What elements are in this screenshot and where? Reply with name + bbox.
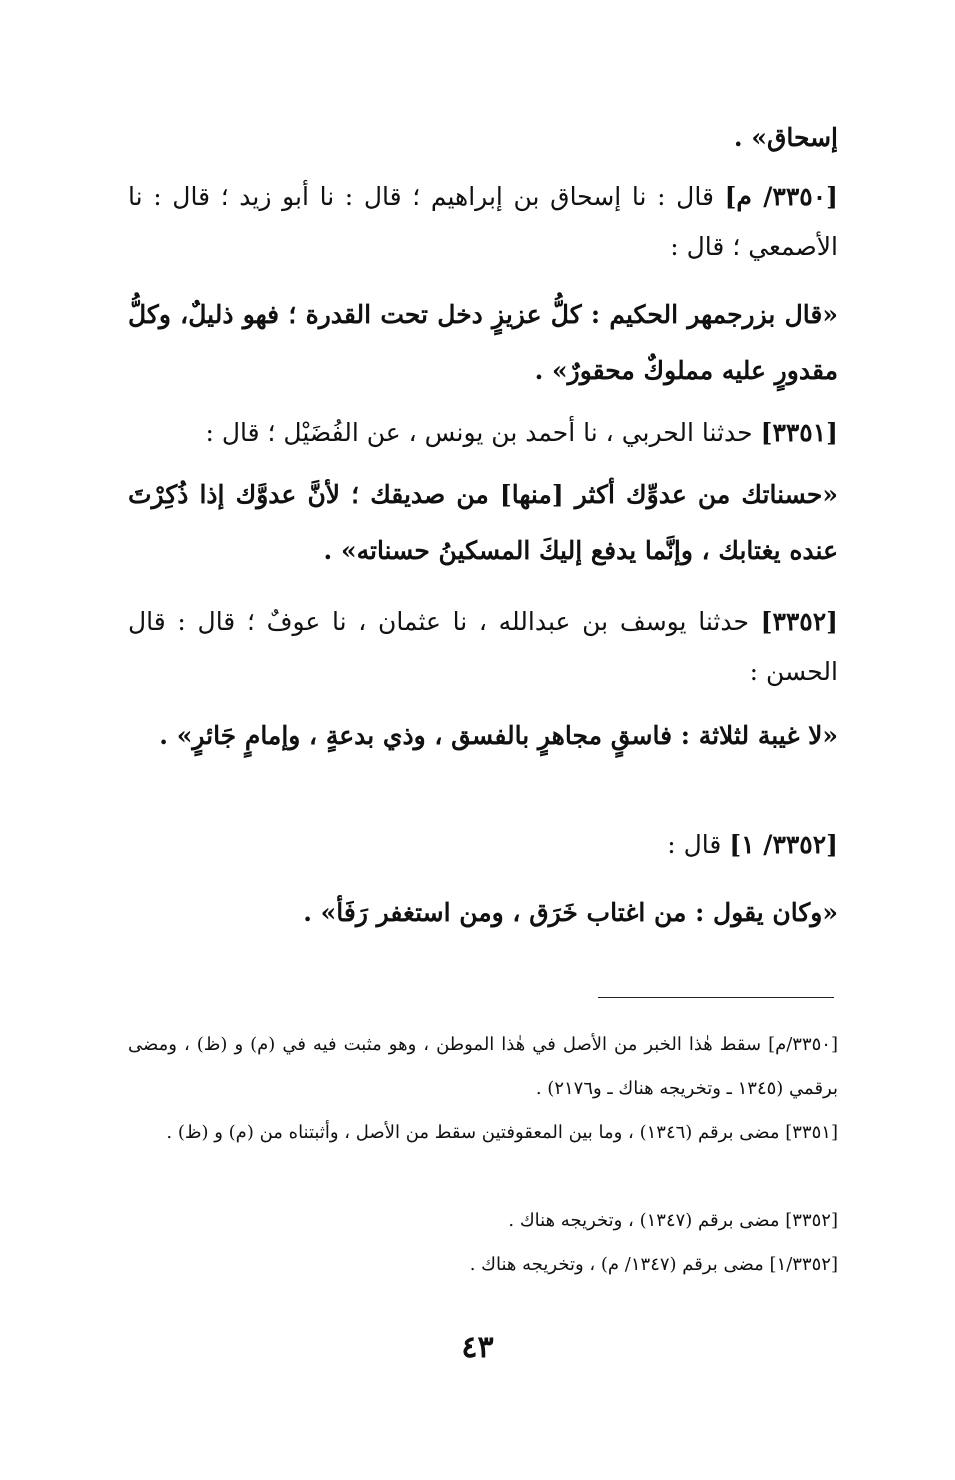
entry-3351-isnad	[128, 408, 888, 458]
entry-3352-isnad	[128, 597, 888, 697]
entry-3352-1-matn: «وكان يقول : من اغتاب خَرَق ، ومن استغفر رَفَأ» .	[303, 898, 838, 927]
footnote-ref: [٣٣٥٢]	[785, 1210, 838, 1231]
entry-3352-matn: «لا غيبة لثلاثة : فاسقٍ مجاهرٍ بالفسق ، وذي بدعةٍ ، وإمامٍ جَائرٍ» .	[159, 721, 838, 750]
entry-3352-1-isnad	[128, 820, 888, 870]
entry-3350m-isnad	[128, 172, 888, 272]
entry-ref: [٣٣٥٢]	[760, 607, 838, 636]
footnote-3352	[128, 1199, 886, 1243]
entry-isnad-text: حدثنا يوسف بن عبدالله ، نا عثمان ، نا عوفٌ ؛ قال : قال الحسن :	[128, 607, 838, 686]
footnote-divider	[598, 997, 834, 998]
footnote-text: سقط هٰذا الخبر من الأصل في هٰذا الموطن ، وهو مثبت فيه في (م) و (ظ) ، ومضى برقمي (١٣٤٥ ـ وتخريجه هناك ـ و٢١٧٦) .	[128, 1034, 838, 1099]
footnote-3351	[128, 1111, 886, 1155]
footnote-text: مضى برقم (١٣٤٧) ، وتخريجه هناك .	[508, 1210, 780, 1231]
footnote-ref: [١/٣٣٥٢]	[769, 1254, 838, 1275]
entry-ref: [٣٣٥١]	[760, 418, 838, 447]
footnote-3350m	[128, 1023, 886, 1111]
footnote-ref: [٣٣٥٠/م]	[768, 1034, 838, 1055]
page-number: ٤٣	[461, 1330, 494, 1365]
entry-isnad-text: قال :	[667, 830, 722, 859]
footnote-3352-1	[128, 1243, 886, 1287]
entry-ref: [٣٣٥٠/ م]	[724, 182, 838, 211]
footnote-text: مضى برقم (١٣٤٧/ م) ، وتخريجه هناك .	[469, 1254, 764, 1275]
entry-ref: [٣٣٥٢/ ١]	[729, 830, 838, 859]
entry-3350m-matn: «قال بزرجمهر الحكيم : كلُّ عزيزٍ دخل تحت القدرة ؛ فهو ذليلٌ، وكلُّ مقدورٍ عليه مملوكٌ محقورٌ» .	[128, 300, 838, 385]
entry-3351-matn: «حسناتك من عدوِّك أكثر [منها] من صديقك ؛ لأنَّ عدوَّك إذا ذُكِرْتَ عنده يغتابك ، وإنَّما يدفع إليكَ المسكينُ حسناته» .	[128, 480, 838, 565]
footnote-text: مضى برقم (١٣٤٦) ، وما بين المعقوفتين سقط من الأصل ، وأثبتناه من (م) و (ظ) .	[166, 1122, 780, 1143]
previous-entry-continuation: إسحاق» .	[733, 123, 838, 152]
entry-isnad-text: قال : نا إسحاق بن إبراهيم ؛ قال : نا أبو زيد ؛ قال : نا الأصمعي ؛ قال :	[128, 182, 838, 261]
entry-isnad-text: حدثنا الحربي ، نا أحمد بن يونس ، عن الفُضَيْل ؛ قال :	[205, 418, 753, 447]
footnote-ref: [٣٣٥١]	[785, 1122, 838, 1143]
